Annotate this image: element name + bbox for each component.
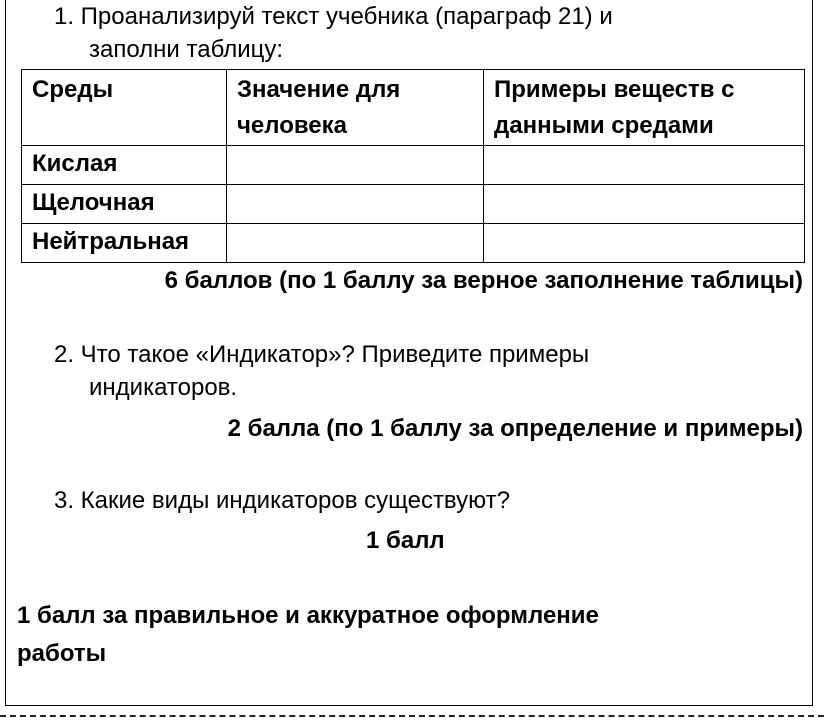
cell-acidic-examples [484,146,805,185]
task-1-score: 6 баллов (по 1 баллу за верное заполнение таблицы) [164,267,803,294]
header-meaning-line-1: Значение для [237,76,401,103]
row-label-acidic: Кислая [22,146,227,185]
header-examples-line-2: данными средами [494,112,714,139]
cell-neutral-examples [484,224,805,263]
header-meaning-line-2: человека [237,112,348,139]
cell-alkaline-examples [484,185,805,224]
media-table [21,69,805,263]
header-examples-line-1: Примеры веществ с [494,76,735,103]
table-row [22,185,805,224]
task-3-score: 1 балл [366,527,445,554]
bottom-divider [0,715,824,717]
row-label-alkaline: Щелочная [22,185,227,224]
task-2-score: 2 балла (по 1 баллу за определение и примеры) [227,415,803,442]
table-row [22,224,805,263]
cell-acidic-meaning [227,146,484,185]
task-1-prompt-line-2: заполни таблицу: [89,36,284,63]
header-media [22,70,227,146]
table-row [22,146,805,185]
final-score-line-1: 1 балл за правильное и аккуратное оформление [17,602,599,629]
final-score-line-2: работы [17,640,107,667]
cell-alkaline-meaning [227,185,484,224]
header-media-label: Среды [32,76,114,103]
table-header-row [22,70,805,146]
cell-neutral-meaning [227,224,484,263]
header-meaning [227,70,484,146]
task-2-prompt-line-2: индикаторов. [89,374,238,401]
task-3-prompt: 3. Какие виды индикаторов существуют? [54,487,510,514]
task-1-prompt-line-1: 1. Проанализируй текст учебника (параграф 21) и [54,3,613,30]
task-2-prompt-line-1: 2. Что такое «Индикатор»? Приведите примеры [54,341,590,368]
row-label-neutral: Нейтральная [22,224,227,263]
header-examples [484,70,805,146]
